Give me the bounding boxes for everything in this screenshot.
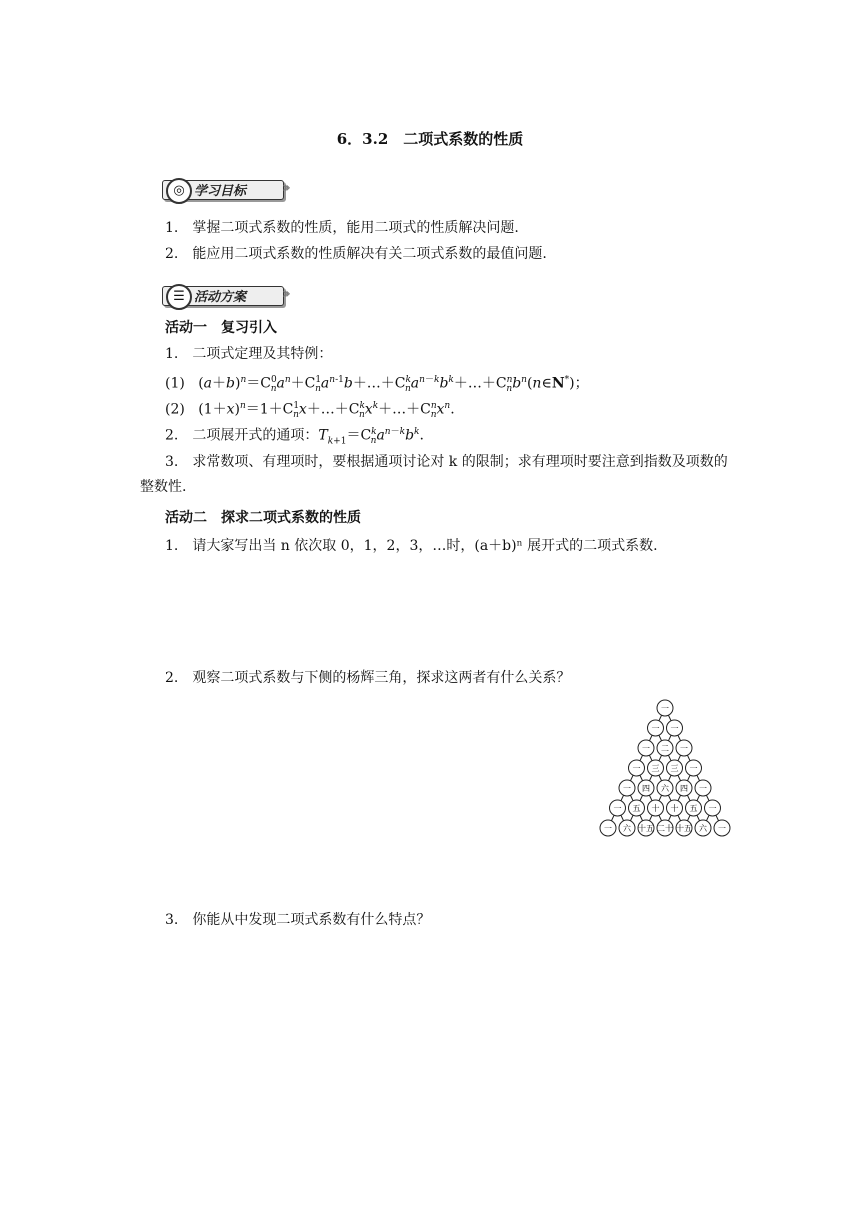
activity1-heading: 活动一 复习引入	[165, 320, 277, 336]
target-icon: ◎	[166, 178, 192, 204]
triangle-value: 一	[623, 784, 631, 793]
triangle-value: 十	[670, 804, 679, 813]
triangle-value: 五	[689, 804, 698, 813]
triangle-value: 六	[623, 824, 631, 833]
general-term: 2. 二项展开式的通项：$T_{k+1}=C^k_na^{n-k}b^k$.	[165, 427, 424, 447]
learning-goals-banner	[162, 178, 322, 202]
triangle-value: 一	[680, 744, 688, 753]
triangle-value: 十五	[638, 824, 654, 833]
formula-1-prefix: (1)	[165, 375, 185, 392]
triangle-value: 一	[661, 704, 669, 713]
triangle-value: 二十	[657, 824, 673, 833]
activity1-item1: 1. 二项式定理及其特例：	[165, 346, 333, 362]
triangle-value: 一	[604, 824, 612, 833]
page-title: 6．3.2 二项式系数的性质	[336, 130, 524, 148]
triangle-value: 一	[708, 804, 717, 813]
chevron-right-icon: ›››	[282, 286, 287, 302]
triangle-value: 五	[632, 804, 641, 813]
triangle-value: 一	[699, 784, 707, 793]
triangle-value: 一	[632, 764, 641, 773]
activity2-item3: 3. 你能从中发现二项式系数有什么特点？	[165, 912, 431, 928]
activity2-item1: 1. 请大家写出当 n 依次取 0，1，2，3，…时，(a＋b)ⁿ 展开式的二项式系数.	[165, 538, 658, 554]
triangle-value: 三	[651, 764, 660, 773]
triangle-value: 四	[680, 784, 688, 793]
activity1-item3: 3. 求常数项、有理项时，要根据通项讨论对 k 的限制；求有理项时要注意到指数及项数的整数性.	[140, 454, 728, 495]
goal-item: 2. 能应用二项式系数的性质解决有关二项式系数的最值问题.	[165, 246, 547, 262]
triangle-value: 一	[670, 724, 679, 733]
activity2-item2: 2. 观察二项式系数与下侧的杨辉三角，探求这两者有什么关系？	[165, 670, 571, 686]
triangle-value: 十五	[676, 824, 692, 833]
triangle-value: 一	[642, 744, 650, 753]
triangle-value: 六	[661, 784, 669, 793]
banner-label: 活动方案	[194, 290, 247, 305]
formula-2-prefix: (2)	[165, 401, 185, 418]
triangle-value: 二	[661, 744, 669, 753]
triangle-value: 一	[689, 764, 698, 773]
chevron-right-icon: ›››	[282, 180, 287, 196]
triangle-value: 一	[651, 724, 660, 733]
triangle-value: 一	[613, 804, 622, 813]
triangle-value: 十	[651, 804, 660, 813]
list-icon: ☰	[166, 284, 192, 310]
triangle-value: 四	[642, 784, 650, 793]
general-term-prefix: 2. 二项展开式的通项：	[165, 427, 319, 444]
formula-2: (2) $(1+x)^n=1+C^1_nx+\dots+C^k_nx^k+\dots+C^n_nx^n$.	[165, 401, 455, 421]
activity2-heading: 活动二 探求二项式系数的性质	[165, 510, 361, 526]
activity-plan-banner	[162, 284, 322, 308]
formula-1: (1) $(a+b)^n=C^0_na^n+C^1_na^{n-1}b+\dots+C^k_na^{n-k}b^k+\dots+C^n_nb^n(n\in N^*)$；	[165, 375, 589, 395]
banner-label: 学习目标	[194, 184, 247, 199]
triangle-value: 六	[699, 824, 707, 833]
triangle-value: 三	[670, 764, 679, 773]
yang-hui-triangle	[590, 698, 735, 843]
triangle-value: 一	[718, 824, 726, 833]
goal-item: 1. 掌握二项式系数的性质，能用二项式的性质解决问题.	[165, 220, 519, 236]
